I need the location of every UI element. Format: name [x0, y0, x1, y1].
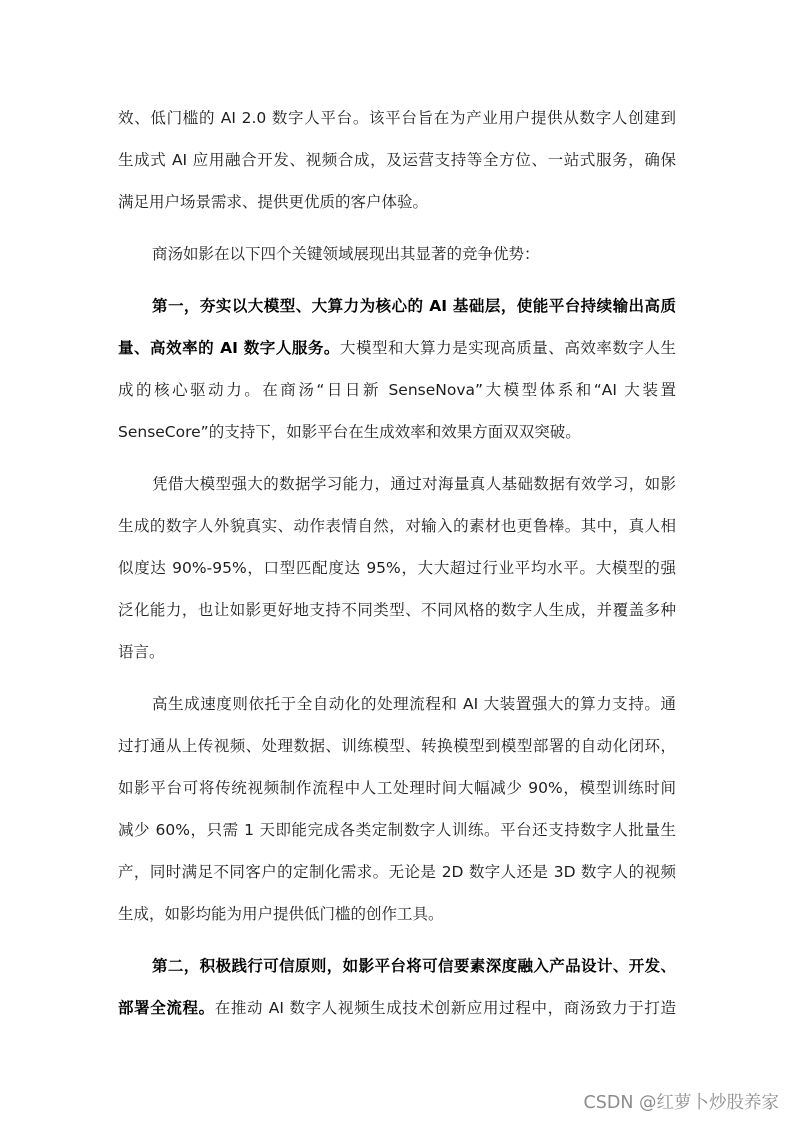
text-line	[118, 987, 676, 1029]
bold-heading-text: 第二，积极践行可信原则，如影平台将可信要素深度融入产品设计、开发、	[152, 957, 676, 975]
text-line: 高生成速度则依托于全自动化的处理流程和 AI 大装置强大的算力支持。通	[152, 695, 676, 713]
text-line: 似度达 90%-95%，口型匹配度达 95%，大大超过行业平均水平。大模型的强	[118, 559, 676, 577]
bold-heading-text: 第一，夯实以大模型、大算力为核心的 AI 基础层，使能平台持续输出高质	[152, 297, 676, 315]
paragraph-platform-intro	[118, 97, 676, 223]
paragraph-generation-speed	[118, 683, 676, 935]
text-line	[118, 945, 676, 987]
bold-heading-text: 部署全流程。	[118, 999, 215, 1017]
text-line: 凭借大模型强大的数据学习能力，通过对海量真人基础数据有效学习，如影	[152, 475, 676, 493]
watermark: CSDN @红萝卜炒股养家	[583, 1093, 779, 1113]
body-text: 大模型和大算力是实现高质量、高效率数字人生	[339, 339, 676, 357]
paragraph-advantage-one	[118, 285, 676, 453]
bold-heading-text: 量、高效率的 AI 数字人服务。	[118, 339, 340, 357]
text-line	[118, 327, 676, 369]
text-line: 如影平台可将传统视频制作流程中人工处理时间大幅减少 90%，模型训练时间	[118, 779, 676, 797]
text-line: 效、低门槛的 AI 2.0 数字人平台。该平台旨在为产业用户提供从数字人创建到	[118, 109, 676, 127]
text-line: 减少 60%，只需 1 天即能完成各类定制数字人训练。平台还支持数字人批量生	[118, 821, 676, 839]
text-line	[118, 285, 676, 327]
text-line: 语言。	[118, 643, 165, 661]
text-line: 满足用户场景需求、提供更优质的客户体验。	[118, 193, 429, 211]
text-line: 泛化能力，也让如影更好地支持不同类型、不同风格的数字人生成，并覆盖多种	[118, 601, 676, 619]
text-line: 成的核心驱动力。在商汤“日日新 SenseNova”大模型体系和“AI 大装置	[118, 381, 676, 399]
paragraph-advantages-intro	[118, 233, 676, 275]
paragraph-model-capability	[118, 463, 676, 673]
text-line: 生成的数字人外貌真实、动作表情自然，对输入的素材也更鲁棒。其中，真人相	[118, 517, 676, 535]
text-line: 生成，如影均能为用户提供低门槛的创作工具。	[118, 905, 444, 923]
paragraph-advantage-two	[118, 945, 676, 1029]
text-line: 商汤如影在以下四个关键领域展现出其显著的竞争优势：	[152, 245, 540, 263]
text-line: 生成式 AI 应用融合开发、视频合成，及运营支持等全方位、一站式服务，确保	[118, 151, 676, 169]
body-text: 在推动 AI 数字人视频生成技术创新应用过程中，商汤致力于打造	[214, 999, 676, 1017]
text-line: 过打通从上传视频、处理数据、训练模型、转换模型到模型部署的自动化闭环，	[118, 737, 676, 755]
text-line: 产，同时满足不同客户的定制化需求。无论是 2D 数字人还是 3D 数字人的视频	[118, 863, 676, 881]
text-line: SenseCore”的支持下，如影平台在生成效率和效果方面双双突破。	[118, 423, 581, 441]
document-body	[118, 97, 676, 1039]
